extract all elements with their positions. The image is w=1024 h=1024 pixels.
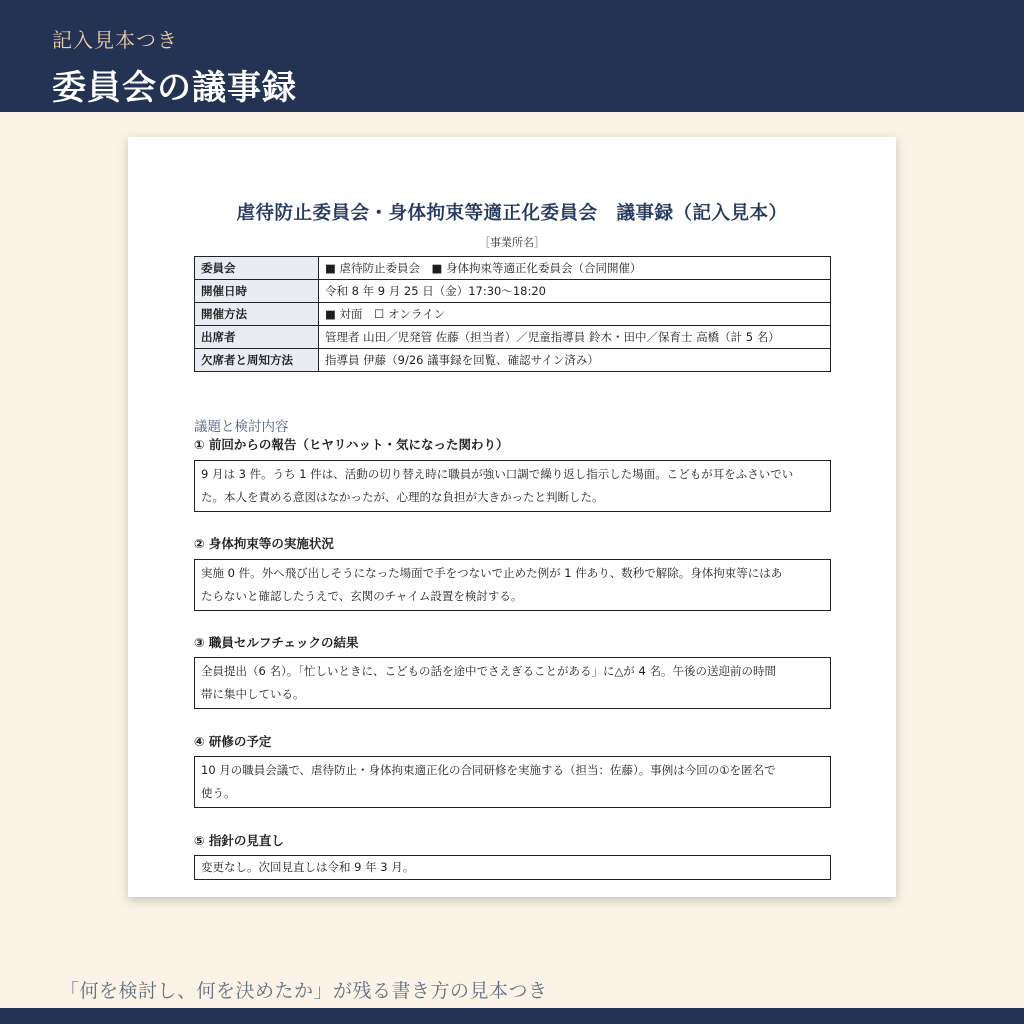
topic-body-training — [194, 756, 831, 808]
info-value: 指導員 伊藤（9/26 議事録を回覧、確認サイン済み） — [319, 349, 831, 372]
info-row-absentees — [195, 349, 831, 372]
topic-line: 帯に集中している。 — [201, 687, 305, 701]
agenda-section-heading: 議題と検討内容 — [194, 419, 289, 435]
topic-title-policy: ⑤ 指針の見直し — [194, 833, 284, 848]
meeting-info-table — [194, 256, 831, 372]
topic-line: 9 月は 3 件。うち 1 件は、活動の切り替え時に職員が強い口調で繰り返し指示した場面。こどもが耳をふさいでい — [201, 467, 794, 481]
footer-bar — [0, 1008, 1024, 1024]
topic-line: 使う。 — [201, 786, 236, 800]
topic-line: 変更なし。次回見直しは令和 9 年 3 月。 — [201, 860, 415, 874]
topic-title-training: ④ 研修の予定 — [194, 734, 272, 749]
info-value: 管理者 山田／児発管 佐藤（担当者）／児童指導員 鈴木・田中／保育士 高橋（計 5 名） — [319, 326, 831, 349]
info-label: 開催日時 — [195, 280, 319, 303]
topic-body-reports — [194, 460, 831, 512]
topic-title-reports: ① 前回からの報告（ヒヤリハット・気になった関わり） — [194, 437, 509, 452]
topic-title-restraint: ② 身体拘束等の実施状況 — [194, 536, 334, 551]
header-title: 委員会の議事録 — [52, 68, 297, 108]
topic-body-restraint — [194, 559, 831, 611]
info-value: 令和 8 年 9 月 25 日（金）17:30〜18:20 — [319, 280, 831, 303]
info-row-datetime — [195, 280, 831, 303]
info-label: 開催方法 — [195, 303, 319, 326]
topic-body-selfcheck — [194, 657, 831, 709]
topic-line: 実施 0 件。外へ飛び出しそうになった場面で手をつないで止めた例が 1 件あり、数秒で解除。身体拘束等にはあ — [201, 566, 783, 580]
header-subtitle: 記入見本つき — [52, 28, 178, 52]
document-sheet — [128, 137, 896, 897]
info-value: ■ 対面 ☐ オンライン — [319, 303, 831, 326]
topic-body-policy — [194, 855, 831, 880]
topic-line: たらないと確認したうえで、玄関のチャイム設置を検討する。 — [201, 589, 523, 603]
info-label: 委員会 — [195, 257, 319, 280]
topic-line: 10 月の職員会議で、虐待防止・身体拘束適正化の合同研修を実施する（担当：佐藤）。事例は今回の①を匿名で — [201, 763, 776, 777]
topic-line: 全員提出（6 名）。「忙しいときに、こどもの話を途中でさえぎることがある」に△が 4 名。午後の送迎前の時間 — [201, 664, 776, 678]
header-banner — [0, 0, 1024, 112]
info-value: ■ 虐待防止委員会 ■ 身体拘束等適正化委員会（合同開催） — [319, 257, 831, 280]
info-row-committee — [195, 257, 831, 280]
info-row-method — [195, 303, 831, 326]
topic-title-selfcheck: ③ 職員セルフチェックの結果 — [194, 635, 359, 650]
office-name: ［事業所名］ — [479, 236, 545, 249]
info-row-attendees — [195, 326, 831, 349]
document-title: 虐待防止委員会・身体拘束等適正化委員会 議事録（記入見本） — [236, 203, 788, 224]
info-label: 出席者 — [195, 326, 319, 349]
info-label: 欠席者と周知方法 — [195, 349, 319, 372]
footer-caption: 「何を検討し、何を決めたか」が残る書き方の見本つき — [60, 980, 548, 1002]
topic-line: た。本人を責める意図はなかったが、心理的な負担が大きかったと判断した。 — [201, 490, 604, 504]
